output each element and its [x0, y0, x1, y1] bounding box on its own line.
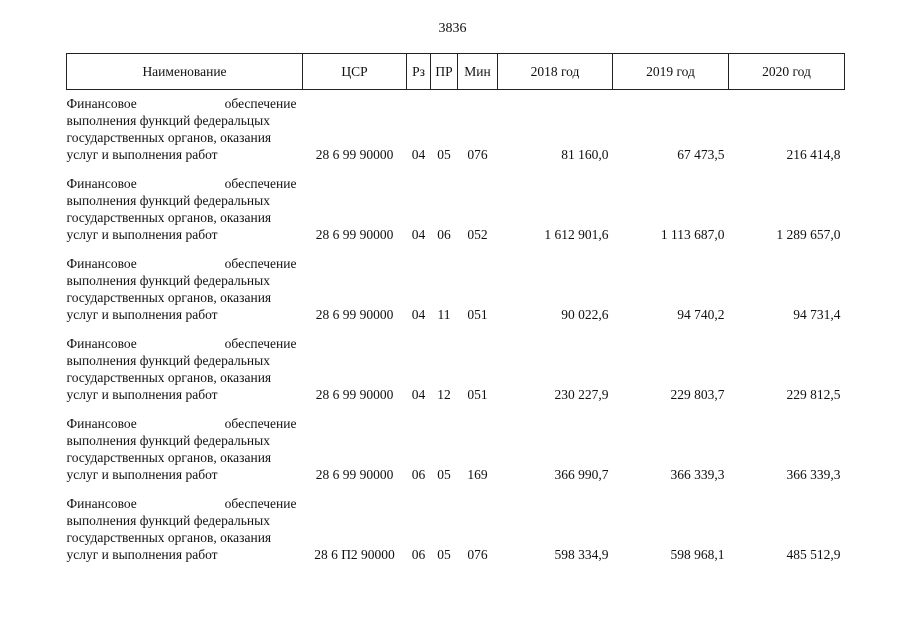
row-2019: 1 113 687,0 — [660, 226, 725, 242]
row-2020: 1 289 657,0 — [776, 226, 841, 242]
row-2020: 216 414,8 — [786, 146, 841, 162]
row-name — [67, 243, 303, 323]
row-2018: 90 022,6 — [561, 306, 609, 322]
row-2018: 366 990,7 — [554, 466, 609, 482]
row-min: 169 — [467, 466, 488, 482]
row-rz: 06 — [411, 466, 426, 482]
table-row — [67, 483, 845, 563]
row-name-word1: Финансовое — [66, 255, 137, 271]
row-min: 052 — [467, 226, 488, 242]
row-pr: 05 — [437, 146, 451, 162]
row-csr: 28 6 99 90000 — [315, 306, 394, 322]
table-body — [67, 90, 845, 563]
row-name-word1: Финансовое — [66, 95, 137, 111]
row-name-line4: услуг и выполнения работ — [66, 306, 218, 322]
row-csr: 28 6 99 90000 — [315, 226, 394, 242]
row-name-word1: Финансовое — [66, 415, 137, 431]
header-pr: ПР — [431, 54, 458, 90]
page-number: 3836 — [438, 21, 467, 36]
header-2020: 2020 год — [729, 54, 845, 90]
row-2019: 598 968,1 — [670, 546, 725, 562]
row-name-word2: обеспечение — [224, 495, 297, 511]
row-min: 051 — [467, 306, 488, 322]
table-row — [67, 243, 845, 323]
row-name-word1: Финансовое — [66, 495, 137, 511]
row-name-line4: услуг и выполнения работ — [66, 386, 218, 402]
row-min: 076 — [467, 146, 488, 162]
row-name-line2: выполнения функций федеральных — [66, 192, 270, 208]
row-min: 051 — [467, 386, 488, 402]
row-pr: 11 — [437, 306, 451, 322]
row-name — [67, 163, 303, 243]
row-2019: 94 740,2 — [677, 306, 725, 322]
row-name-line4: услуг и выполнения работ — [66, 226, 218, 242]
row-2019: 366 339,3 — [670, 466, 725, 482]
header-min: Мин — [458, 54, 498, 90]
row-2018: 230 227,9 — [554, 386, 609, 402]
row-name-word2: обеспечение — [224, 255, 297, 271]
header-csr: ЦСР — [303, 54, 407, 90]
table-row — [67, 90, 845, 163]
row-pr: 12 — [437, 386, 451, 402]
row-csr: 28 6 99 90000 — [315, 146, 394, 162]
row-name-line4: услуг и выполнения работ — [66, 466, 218, 482]
table-header-row — [67, 54, 845, 90]
row-name-line1 — [67, 495, 297, 512]
header-name: Наименование — [67, 54, 303, 90]
table-row — [67, 323, 845, 403]
row-2020: 485 512,9 — [786, 546, 841, 562]
row-pr: 05 — [437, 546, 451, 562]
header-2018: 2018 год — [498, 54, 613, 90]
row-pr: 06 — [437, 226, 451, 242]
row-csr: 28 6 99 90000 — [315, 386, 394, 402]
row-name-word1: Финансовое — [66, 175, 137, 191]
row-min: 076 — [467, 546, 488, 562]
table-row — [67, 163, 845, 243]
row-name-word2: обеспечение — [224, 175, 297, 191]
row-name-word2: обеспечение — [224, 335, 297, 351]
row-rz: 04 — [411, 306, 426, 322]
row-2020: 366 339,3 — [786, 466, 841, 482]
row-name-line2: выполнения функций федеральных — [66, 272, 270, 288]
row-2018: 81 160,0 — [561, 146, 609, 162]
row-2019: 229 803,7 — [670, 386, 725, 402]
row-2020: 94 731,4 — [793, 306, 841, 322]
row-rz: 04 — [411, 386, 426, 402]
row-name-line3: государственных органов, оказания — [66, 529, 272, 545]
row-name-line2: выполнения функций федеральных — [66, 432, 270, 448]
row-name-line1 — [67, 255, 297, 272]
row-name-line3: государственных органов, оказания — [66, 369, 272, 385]
row-name-line1 — [67, 335, 297, 352]
header-rz: Рз — [407, 54, 431, 90]
row-name — [67, 323, 303, 403]
row-name-line2: выполнения функций федеральных — [66, 512, 270, 528]
row-name-line1 — [67, 95, 297, 112]
row-name-line4: услуг и выполнения работ — [66, 546, 218, 562]
row-pr: 05 — [437, 466, 451, 482]
row-name-line3: государственных органов, оказания — [66, 449, 272, 465]
row-2018: 598 334,9 — [554, 546, 609, 562]
row-name-word2: обеспечение — [224, 415, 297, 431]
row-csr: 28 6 99 90000 — [315, 466, 394, 482]
row-name-line3: государственных органов, оказания — [66, 129, 272, 145]
row-name — [67, 483, 303, 563]
row-name-line1 — [67, 415, 297, 432]
budget-table — [66, 53, 845, 563]
row-csr: 28 6 П2 90000 — [314, 546, 395, 562]
row-rz: 04 — [411, 146, 426, 162]
row-name-line3: государственных органов, оказания — [66, 289, 272, 305]
row-2020: 229 812,5 — [786, 386, 841, 402]
header-2019: 2019 год — [613, 54, 729, 90]
row-2018: 1 612 901,6 — [544, 226, 609, 242]
row-name-line3: государственных органов, оказания — [66, 209, 272, 225]
row-name-line1 — [67, 175, 297, 192]
row-rz: 04 — [411, 226, 426, 242]
row-name-word1: Финансовое — [66, 335, 137, 351]
row-name — [67, 403, 303, 483]
table-row — [67, 403, 845, 483]
row-2019: 67 473,5 — [677, 146, 725, 162]
row-name-line2: выполнения функций федеральцых — [66, 112, 270, 128]
row-name — [67, 90, 303, 163]
row-name-word2: обеспечение — [224, 95, 297, 111]
row-name-line2: выполнения функций федеральных — [66, 352, 270, 368]
row-name-line4: услуг и выполнения работ — [66, 146, 218, 162]
row-rz: 06 — [411, 546, 426, 562]
